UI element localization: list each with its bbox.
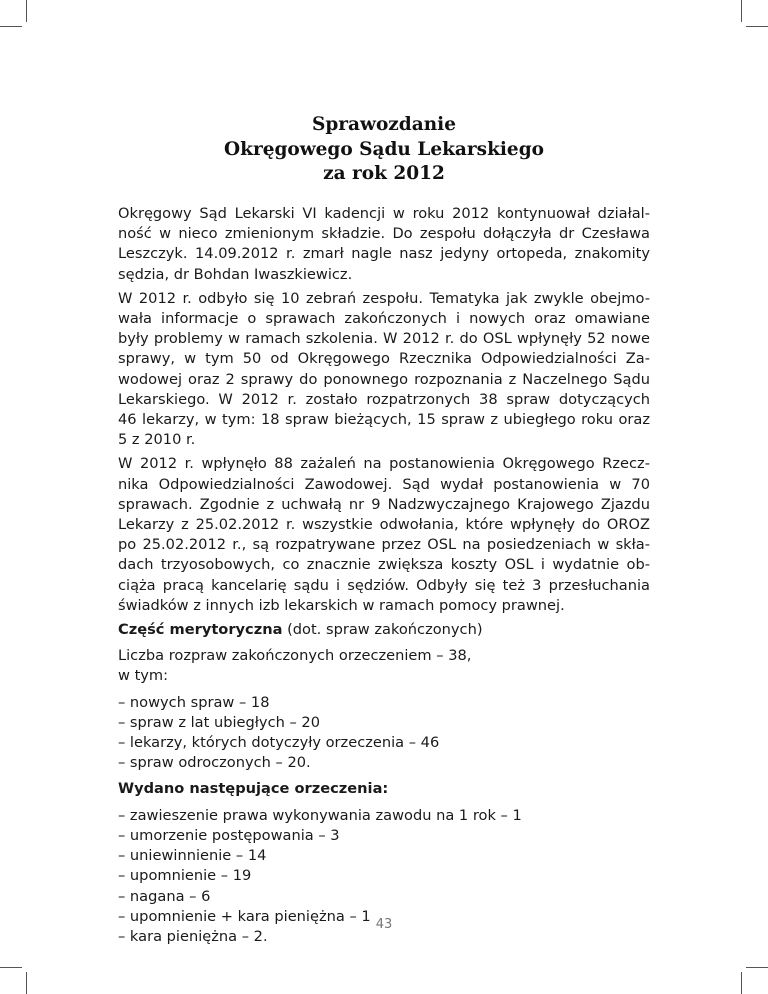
section-merit: [118, 620, 650, 640]
rulings-heading: Wydano następujące orzeczenia:: [118, 780, 389, 798]
text-line: wała informacje o sprawach zakończonych i nowych oraz omawiane: [118, 310, 650, 328]
text-line: 5 z 2010 r.: [118, 431, 196, 449]
text-line: 46 lekarzy, w tym: 18 spraw bieżących, 15 spraw z ubiegłego roku oraz: [118, 411, 650, 429]
list-item: – lekarzy, których dotyczyły orzeczenia – 46: [118, 734, 440, 752]
crop-mark-top-right-v: [741, 0, 742, 22]
text-line: sędzia, dr Bohdan Iwaszkiewicz.: [118, 265, 353, 283]
crop-mark-bottom-left-v: [26, 972, 27, 994]
section-note: (dot. spraw zakończonych): [282, 621, 483, 639]
list-item: – zawieszenie prawa wykonywania zawodu na 1 rok – 1: [118, 806, 522, 824]
crop-mark-bottom-left-h: [0, 967, 22, 968]
text-line: nika Odpowiedzialności Zawodowej. Sąd wydał postanowienia w 70: [118, 475, 650, 493]
list-item: – spraw odroczonych – 20.: [118, 754, 311, 772]
list-item: – upomnienie + kara pieniężna – 1: [118, 907, 371, 925]
paragraph-meetings: [118, 289, 650, 451]
text-line: Okręgowy Sąd Lekarski VI kadencji w roku 2012 kontynuował działal-: [118, 205, 650, 222]
title-line-3: za rok 2012: [323, 163, 445, 184]
crop-mark-bottom-right-h: [746, 967, 768, 968]
list-item: – upomnienie – 19: [118, 867, 252, 885]
list-item: – umorzenie postępowania – 3: [118, 826, 340, 844]
section-heading: Część merytoryczna: [118, 621, 283, 639]
text-line: były problemy w ramach szkolenia. W 2012 r. do OSL wpłynęły 52 nowe: [118, 330, 650, 348]
page-title: [0, 113, 768, 187]
text-line: wodowej oraz 2 sprawy do ponownego rozpoznania z Naczelnego Sądu: [118, 370, 650, 388]
text-line: Liczba rozpraw zakończonych orzeczeniem – 38,: [118, 647, 472, 665]
crop-mark-top-right-h: [746, 26, 768, 27]
text-line: po 25.02.2012 r., są rozpatrywane przez OSL na posiedzeniach w skła-: [118, 536, 650, 554]
list-item: – uniewinnienie – 14: [118, 847, 267, 865]
text-line: W 2012 r. wpłynęło 88 zażaleń na postanowienia Okręgowego Rzecz-: [118, 455, 650, 473]
rulings-heading-block: [118, 779, 650, 799]
paragraph-complaints: [118, 454, 650, 616]
text-line: sprawy, w tym 50 od Okręgowego Rzecznika Odpowiedzialności Za-: [118, 350, 650, 368]
page-number: 43: [375, 917, 393, 932]
text-line: świadków z innych izb lekarskich w ramach pomocy prawnej.: [118, 596, 565, 614]
list-item: – spraw z lat ubiegłych – 20: [118, 713, 320, 731]
cases-list: [118, 693, 650, 774]
section-heading-line: [118, 620, 650, 640]
text-line: w tym:: [118, 667, 169, 685]
text-line: W 2012 r. odbyło się 10 zebrań zespołu. Tematyka jak zwykle obejmo-: [118, 289, 650, 307]
list-item: – nowych spraw – 18: [118, 693, 270, 711]
crop-mark-top-left-v: [26, 0, 27, 22]
text-line: dach trzyosobowych, co znacznie zwiększa koszty OSL i wydatnie ob-: [118, 556, 650, 574]
list-item: – kara pieniężna – 2.: [118, 927, 268, 945]
text-line: ność w nieco zmienionym składzie. Do zespołu dołączyła dr Czesława: [118, 225, 650, 243]
crop-mark-top-left-h: [0, 26, 22, 27]
text-line: Lekarzy z 25.02.2012 r. wszystkie odwołania, które wpłynęły do OROZ: [118, 516, 650, 534]
text-line: Lekarskiego. W 2012 r. zostało rozpatrzonych 38 spraw dotyczących: [118, 390, 650, 408]
text-line: Leszczyk. 14.09.2012 r. zmarł nagle nasz jedyny ortopeda, znakomity: [118, 245, 650, 263]
title-line-2: Okręgowego Sądu Lekarskiego: [224, 138, 544, 160]
cases-summary: [118, 646, 650, 686]
list-item: – nagana – 6: [118, 887, 211, 905]
text-line: ciąża pracą kancelarię sądu i sędziów. Odbyły się też 3 przesłuchania: [118, 576, 650, 594]
report-body: [118, 204, 650, 953]
crop-mark-bottom-right-v: [741, 972, 742, 994]
text-line: sprawach. Zgodnie z uchwałą nr 9 Nadzwyczajnego Krajowego Zjazdu: [118, 495, 650, 513]
title-line-1: Sprawozdanie: [312, 114, 456, 135]
paragraph-intro: [118, 204, 650, 285]
